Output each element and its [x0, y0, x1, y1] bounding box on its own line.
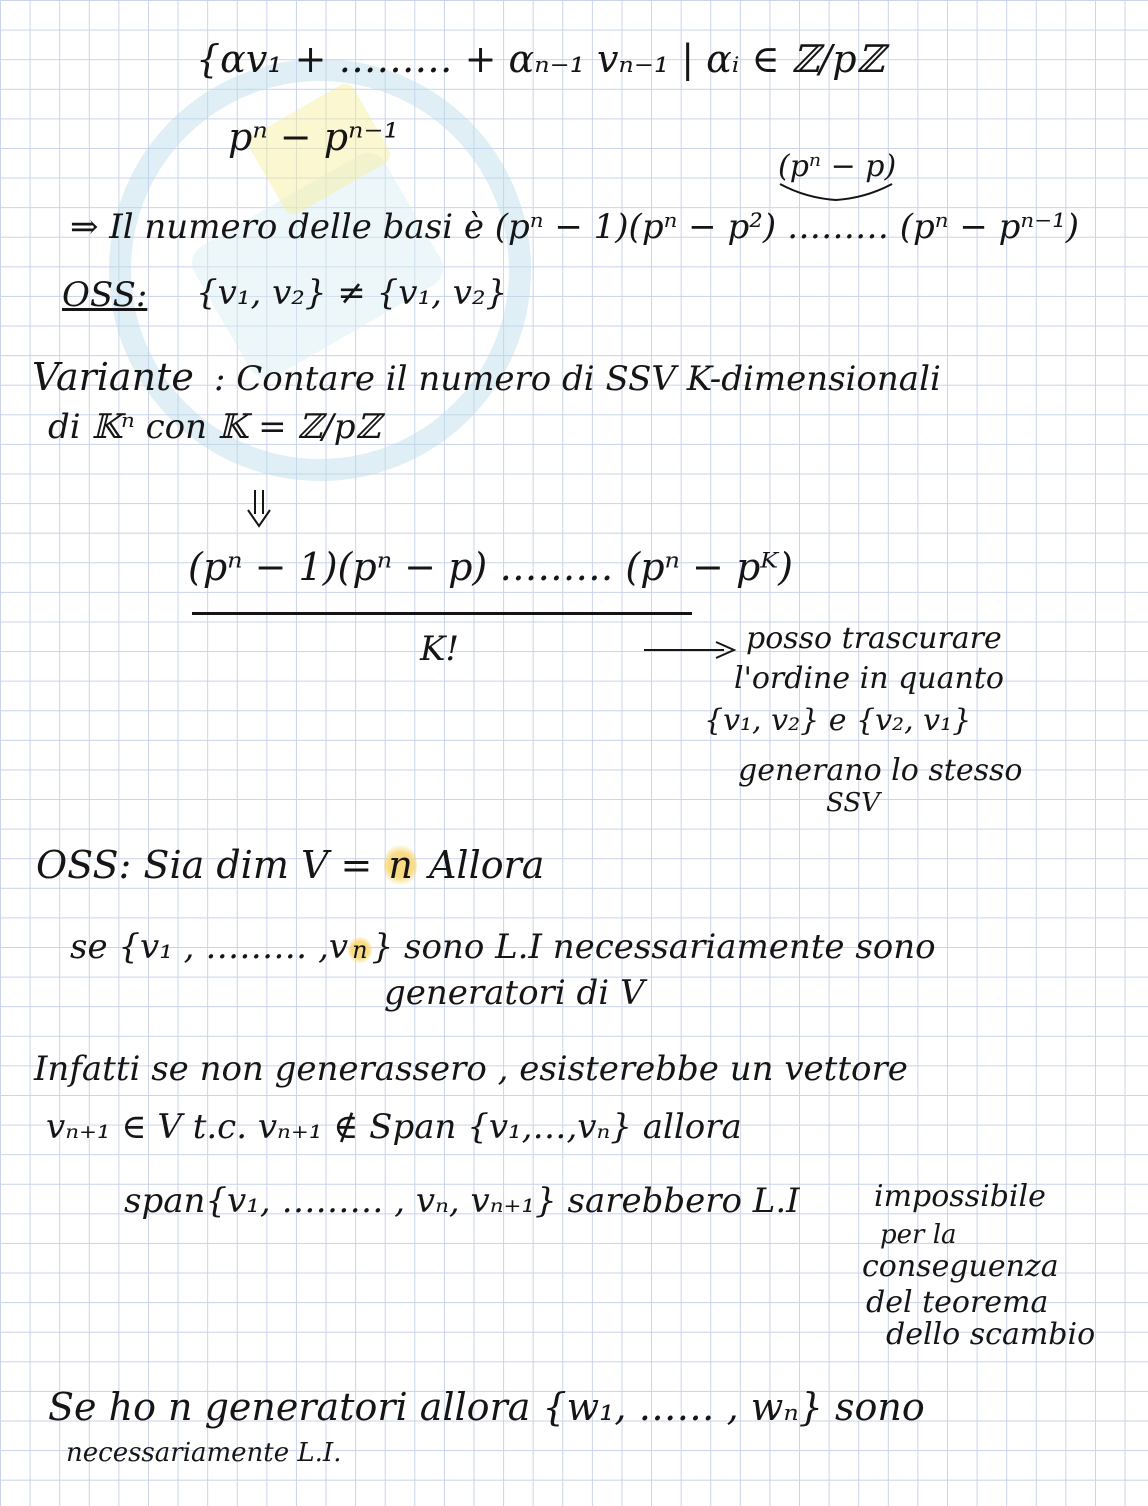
- oss-label: OSS:: [62, 275, 148, 315]
- impossible-line-5: dello scambio: [886, 1317, 1096, 1352]
- highlighted-subscript-n: n: [348, 936, 371, 964]
- variante-field: di 𝕂ⁿ con 𝕂 = ℤ/pℤ: [48, 407, 381, 447]
- highlighted-n: n: [384, 843, 416, 887]
- se-end: } sono L.I necessariamente sono: [371, 927, 936, 967]
- number-of-bases: ⇒ Il numero delle basi è (pⁿ − 1)(pⁿ − p²) ……… (pⁿ − pⁿ⁻¹): [70, 207, 1080, 247]
- variante-label: Variante: [32, 355, 194, 399]
- down-arrow-icon: [244, 488, 274, 530]
- impossible-line-3: conseguenza: [862, 1249, 1059, 1284]
- brace-annotation: (pⁿ − p): [778, 149, 897, 184]
- fraction-bar: [192, 612, 692, 615]
- se-line: [70, 927, 936, 967]
- note-line-5: SSV: [826, 788, 880, 818]
- set-definition: {αv₁ + ……… + αₙ₋₁ vₙ₋₁ | αᵢ ∈ ℤ/pℤ: [196, 37, 885, 81]
- span-line: span{v₁, ……… , vₙ, vₙ₊₁} sarebbero L.I: [124, 1181, 800, 1221]
- se-line-2: generatori di V: [384, 973, 645, 1013]
- variante-text: : Contare il numero di SSV K-dimensionali: [214, 359, 941, 399]
- note-line-3: {v₁, v₂} e {v₂, v₁}: [704, 703, 972, 738]
- impossible-line-1: impossibile: [874, 1179, 1046, 1214]
- note-line-2: l'ordine in quanto: [734, 661, 1004, 696]
- se-start: se {v₁ , ……… ,v: [70, 927, 349, 967]
- infatti-line-2: vₙ₊₁ ∈ V t.c. vₙ₊₁ ∉ Span {v₁,…,vₙ} allora: [46, 1107, 742, 1147]
- brace-icon: [776, 180, 896, 202]
- oss2-text: [36, 843, 545, 887]
- fraction-denominator: K!: [420, 629, 460, 669]
- oss-set-inequality: {v₁, v₂} ≠ {v₁, v₂}: [196, 273, 508, 313]
- impossible-line-2: per la: [880, 1220, 957, 1250]
- generators-line-2: necessariamente L.I.: [66, 1438, 342, 1468]
- generators-line: Se ho n generatori allora {w₁, …… , wₙ} sono: [48, 1385, 925, 1429]
- fraction-numerator: (pⁿ − 1)(pⁿ − p) ……… (pⁿ − pᴷ): [188, 545, 793, 589]
- note-line-4: generano lo stesso: [738, 753, 1023, 788]
- infatti-line-1: Infatti se non generassero , esisterebbe un vettore: [34, 1049, 908, 1089]
- oss2-start: OSS: Sia dim V =: [36, 843, 373, 887]
- oss2-allora: Allora: [428, 843, 545, 887]
- count-expression: pⁿ − pⁿ⁻¹: [228, 115, 399, 159]
- right-arrow-icon: [640, 638, 740, 662]
- impossible-line-4: del teorema: [866, 1285, 1049, 1320]
- note-line-1: posso trascurare: [746, 621, 1002, 656]
